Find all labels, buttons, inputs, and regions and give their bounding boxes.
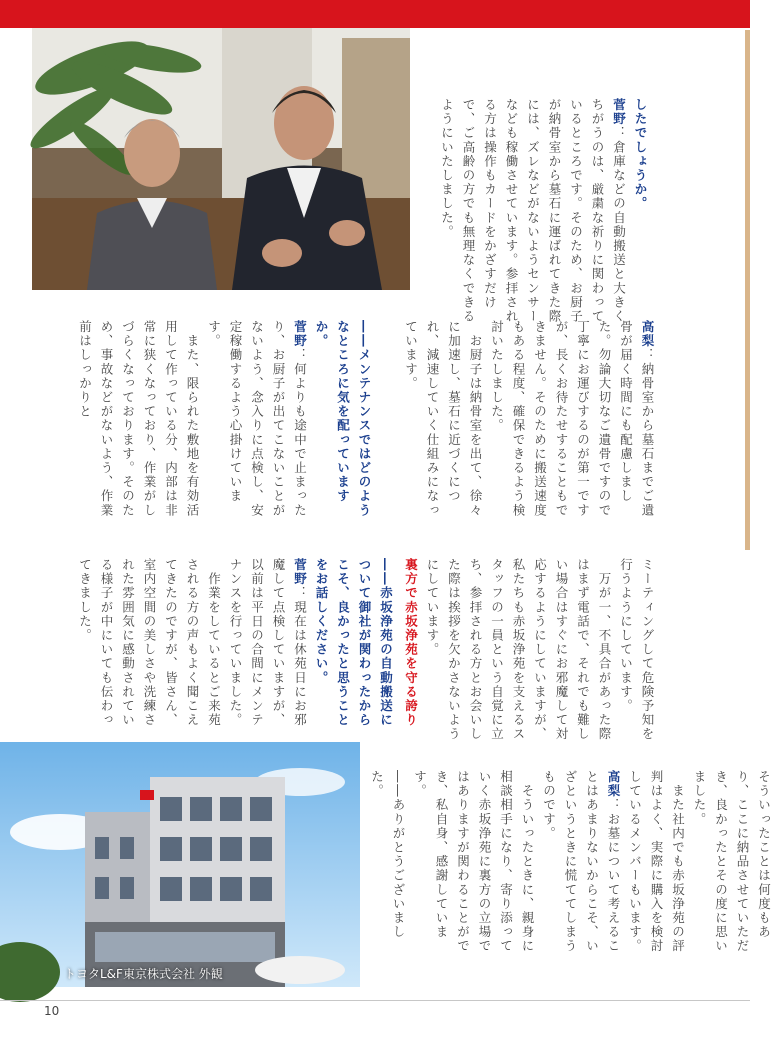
interview-photo	[32, 28, 410, 290]
paragraph-text: そういったときに、親身に相談相手になり、寄り添っていく赤坂浄苑に裏方の立場ではありますが関わることができ、私自身、感謝しています。	[412, 770, 535, 954]
paragraph	[422, 558, 616, 748]
text-column-4	[400, 558, 658, 748]
paragraph-text: 万が一、不具合があった際はまず電話で、それでも難しい場合はすぐにお邪魔して対応するようにしていますが、私たちも赤坂浄苑を支えるスタッフの一員という自覚に立ち、参拝される方とお会いした際は挨拶を欠かさないようにしています。	[425, 558, 612, 742]
closing-line	[366, 770, 409, 966]
paragraph-text: そういったことは何度もあり、ここに納品させていただき、良かったとその度に思いました。	[692, 770, 772, 954]
text-column-2	[400, 320, 658, 530]
paragraph-text: ：倉庫などの自動搬送と大きくちがうのは、厳粛な祈りに関わっているところです。そのため、お厨子が納骨室から墓石に運ばれてきた際には、ズレなどがないようセンサーなども稼働させています。参拝される方は操作もカードをかざすだけで、ご高齢の方でも無理なくできるようにいたしました。	[439, 98, 627, 324]
building-photo	[0, 742, 360, 987]
paragraph	[624, 770, 689, 966]
building-photo-graphic	[0, 742, 360, 987]
interview-question: ――赤坂浄苑の自動搬送について御社が関わったからこそ、良かったと思うことをお話しください。	[314, 558, 394, 728]
interview-question: ――メンテナンスではどのようなところに気を配っていますか。	[314, 320, 372, 518]
paragraph	[409, 770, 538, 966]
text-column-5	[74, 558, 397, 738]
paragraph-text: ：お墓について考えることはあまりないからこそ、いざというときに慌ててしまうものです。	[541, 770, 621, 954]
text-column-1	[436, 98, 651, 334]
paragraph	[400, 320, 486, 530]
top-red-bar	[0, 0, 750, 28]
paragraph	[74, 558, 225, 738]
paragraph	[486, 320, 658, 530]
paragraph	[74, 320, 203, 530]
paragraph	[225, 558, 311, 738]
paragraph-text: 作業をしているとご来苑される方の声もよく聞こえてきたのですが、皆さん、室内空間の美しさや洗練された雰囲気に感動されている様子が中にいても伝わってきました。	[77, 558, 222, 728]
paragraph-text: ――ありがとうございました。	[369, 770, 406, 940]
speaker-name: 高梨	[606, 770, 621, 799]
paragraph	[538, 770, 624, 966]
paragraph	[436, 98, 630, 334]
interview-photo-graphic	[32, 28, 410, 290]
paragraph-text: また、限られた敷地を有効活用して作っている分、内部は非常に狭くなっており、作業がしづらくなっております。そのため、事故などがないよう、作業前はしっかりと	[77, 320, 200, 518]
speaker-name: 菅野	[292, 558, 308, 587]
paragraph-text: また社内でも赤坂浄苑の評判はよく、実際に購入を検討しているメンバーもいます。	[627, 770, 686, 954]
speaker-name: 菅野	[611, 98, 627, 127]
paragraph	[689, 770, 775, 966]
paragraph-text: ：納骨室から墓石までご遺骨が届く時間にも配慮しました。勿論大切なご遺骨ですので丁寧にお運びするのが第一ですが、長くお待たせすることもできません。そのために搬送速度もある程度、確保できるよう検討いたしました。	[489, 320, 655, 518]
photo-caption: トヨタL&F東京株式会社 外観	[64, 967, 223, 981]
text-column-6	[366, 770, 775, 966]
paragraph-text: お厨子は納骨室を出て、徐々に加速し、墓石に近づくにつれ、減速していく仕組みになっています。	[403, 320, 483, 518]
section-heading: 裏方で赤坂浄苑を守る誇り	[403, 558, 419, 728]
text-column-3	[74, 320, 375, 530]
paragraph-text: ：何よりも途中で止まったり、お厨子が出てこないことがないよう、念入りに点検し、安定稼働するよう心掛けています。	[206, 320, 308, 518]
side-accent-strip	[745, 30, 750, 550]
paragraph-text: ミーティングして危険予知を行うようにしています。	[618, 558, 655, 742]
page-number: 10	[44, 1004, 60, 1018]
question-end: したでしょうか。	[633, 98, 648, 211]
speaker-name: 高梨	[640, 320, 655, 349]
paragraph	[203, 320, 311, 530]
footer-rule	[0, 1000, 750, 1001]
speaker-name: 菅野	[292, 320, 308, 349]
paragraph	[615, 558, 658, 748]
paragraph-text: ：現在は休苑日にお邪魔して点検していますが、以前は平日の合間にメンテナンスを行っていました。	[228, 558, 308, 728]
